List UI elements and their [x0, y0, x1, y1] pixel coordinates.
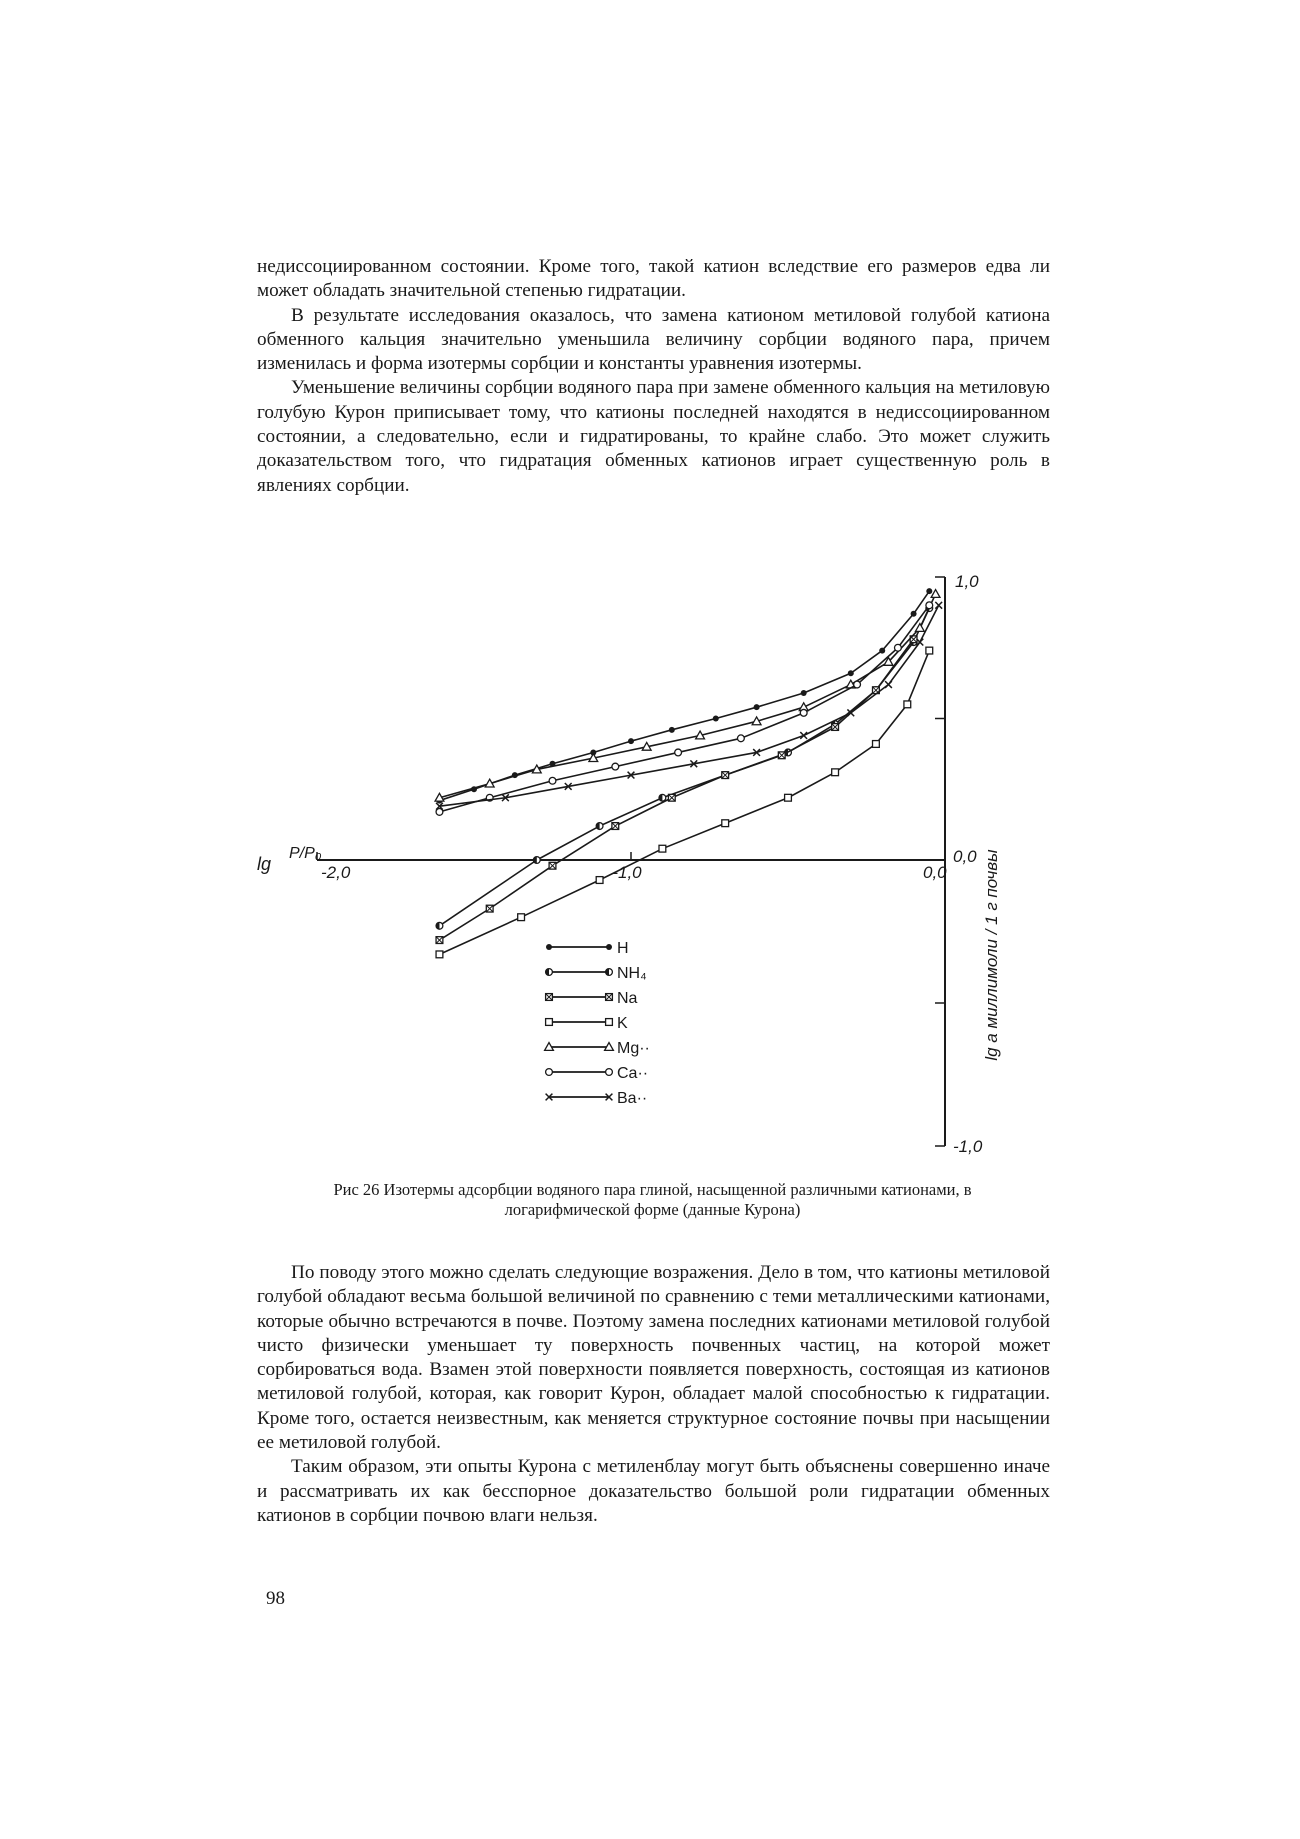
paragraph: Таким образом, эти опыты Курона с метиленблау могут быть объяснены совершенно иначе и рассматривать их как бесспорное доказательство большой роли гидратации обменных катионов в сорбции почвою влаги нельзя.: [257, 1456, 1050, 1526]
isotherm-figure: [257, 560, 1050, 1165]
isotherm-chart: [257, 560, 1050, 1165]
series-line-h: [439, 591, 929, 800]
figure-caption: Рис 26 Изотермы адсорбции водяного пара глиной, насыщенной различными катионами, в логарифмической форме (данные Курона): [333, 1180, 972, 1219]
legend-label-k: K: [617, 1015, 628, 1032]
data-point-mg: [915, 624, 924, 632]
paragraph: Уменьшение величины сорбции водяного пара при замене обменного кальция на метиловую голубую Курон приписывает тому, что катионы последней находятся в недиссоциированном состоянии, а следовательно, если и гидратированы, то крайне слабо. Это может служить доказательством того, что гидратация обменных катионов играет существенную роль в явлениях сорбции.: [257, 377, 1050, 496]
legend-label-nh: NH₄: [617, 965, 647, 982]
y-tick-label: -1,0: [953, 1137, 983, 1156]
data-point-mg: [931, 590, 940, 598]
series-line-k: [439, 651, 929, 955]
data-point-h: [911, 611, 917, 617]
data-point-k: [785, 794, 792, 801]
legend-label-ba: Ba··: [617, 1090, 648, 1107]
data-point-k: [722, 820, 729, 827]
data-point-ca: [549, 777, 556, 784]
page-number: 98: [266, 1588, 285, 1609]
legend-label-na: Na: [617, 990, 638, 1007]
data-point-ba: [935, 602, 942, 609]
x-tick-label: 0,0: [923, 863, 947, 882]
x-axis-label: lg: [257, 854, 272, 874]
data-point-h: [713, 716, 719, 722]
data-point-h: [669, 727, 675, 733]
data-point-h: [879, 648, 885, 654]
bottom-text-block: [257, 1261, 1050, 1528]
data-point-ba: [800, 732, 807, 739]
legend-label-h: H: [617, 940, 629, 957]
data-point-ba: [885, 681, 892, 688]
data-point-ca: [738, 735, 745, 742]
series-line-nh: [439, 608, 929, 926]
top-text-block: [257, 255, 1050, 498]
data-point-ca: [800, 709, 807, 716]
data-point-ca: [895, 644, 902, 651]
data-point-k: [518, 914, 525, 921]
data-point-ca: [612, 763, 619, 770]
data-point-ca: [854, 681, 861, 688]
data-point-k: [904, 701, 911, 708]
series-line-mg: [439, 594, 935, 798]
data-point-k: [596, 877, 603, 884]
x-axis-label: P/P₀: [289, 845, 322, 862]
data-point-k: [873, 741, 880, 748]
data-point-h: [754, 704, 760, 710]
data-point-h: [926, 588, 932, 594]
data-point-ca: [675, 749, 682, 756]
legend-marker-k: [546, 1019, 553, 1026]
legend-marker-ca: [546, 1069, 553, 1076]
data-point-h: [628, 738, 634, 744]
data-point-k: [926, 647, 933, 654]
data-point-ca: [926, 602, 933, 609]
legend-marker-h: [546, 944, 552, 950]
paragraph: В результате исследования оказалось, что замена катионом метиловой голубой катиона обменного кальция значительно уменьшила величину сорбции водяного пара, причем изменилась и форма изотермы сорбции и константы уравнения изотермы.: [257, 304, 1050, 375]
y-tick-label: 1,0: [955, 572, 979, 591]
series-line-na: [439, 639, 913, 940]
paragraph: По поводу этого можно сделать следующие возражения. Дело в том, что катионы метиловой голубой обладают весьма большой величиной по сравнению с теми металлическими катионами, которые обычно встречаются в почве. Поэтому замена последних катионами метиловой голубой чисто физически уменьшает ту поверхность почвенных частиц, на которой может сорбироваться вода. Взамен этой поверхности появляется поверхность, состоящая из катионов метиловой голубой, которая, как говорит Курон, обладает малой способностью к гидратации. Кроме того, остается неизвестным, как меняется структурное состояние почвы при насыщении ее метиловой голубой.: [257, 1262, 1050, 1454]
x-tick-label: -1,0: [612, 863, 642, 882]
data-point-h: [848, 670, 854, 676]
legend-marker-k: [606, 1019, 613, 1026]
legend-marker-h: [606, 944, 612, 950]
x-tick-label: -2,0: [321, 863, 351, 882]
data-point-h: [801, 690, 807, 696]
legend-label-ca: Ca··: [617, 1065, 649, 1082]
data-point-k: [436, 951, 443, 958]
data-point-k: [659, 845, 666, 852]
y-axis-label: lg a миллимоли / 1 г почвы: [982, 849, 1001, 1061]
paragraph: недиссоциированном состоянии. Кроме того, такой катион вследствие его размеров едва ли может обладать значительной степенью гидратации.: [257, 256, 1050, 302]
y-tick-label: 0,0: [953, 847, 977, 866]
data-point-k: [832, 769, 839, 776]
legend-label-mg: Mg··: [617, 1040, 650, 1057]
legend-marker-ca: [606, 1069, 613, 1076]
